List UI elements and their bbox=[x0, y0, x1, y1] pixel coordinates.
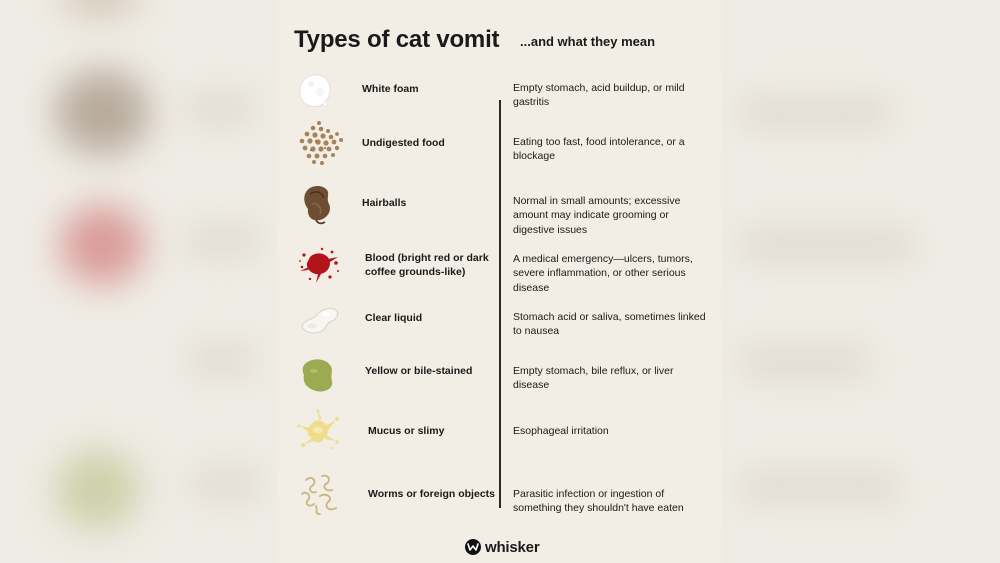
vomit-type-label: Mucus or slimy bbox=[368, 425, 445, 437]
background-blur-bar bbox=[740, 345, 870, 379]
background-blur-bar bbox=[740, 228, 915, 262]
vomit-type-label: Blood (bright red or dark coffee grounds-like) bbox=[365, 252, 489, 278]
background-blur-bar bbox=[190, 343, 255, 377]
background-blur-bar bbox=[185, 92, 255, 126]
brand-name: whisker bbox=[485, 538, 540, 556]
background-blur-brown bbox=[55, 70, 150, 155]
vomit-type-label: Worms or foreign objects bbox=[368, 488, 495, 500]
infographic-panel bbox=[277, 0, 722, 563]
background-blur-top bbox=[60, 0, 140, 15]
background-blur-bar bbox=[740, 470, 900, 504]
vomit-type-description: Esophageal irritation bbox=[513, 425, 609, 437]
background-blur-bar bbox=[190, 467, 260, 501]
background-blur-bar bbox=[185, 224, 260, 258]
brand-footer bbox=[465, 536, 539, 558]
vomit-type-description: Stomach acid or saliva, sometimes linked to nausea bbox=[513, 311, 706, 338]
hairball-icon bbox=[292, 182, 348, 230]
background-blur-red bbox=[60, 205, 145, 285]
vomit-type-description: Empty stomach, acid buildup, or mild gastritis bbox=[513, 82, 685, 109]
blood-splatter-icon bbox=[292, 243, 348, 291]
vomit-type-description: Parasitic infection or ingestion of something they shouldn't have eaten bbox=[513, 488, 684, 515]
clear-liquid-icon bbox=[292, 300, 348, 348]
vomit-type-description: Eating too fast, food intolerance, or a blockage bbox=[513, 136, 685, 163]
page-subtitle: ...and what they mean bbox=[520, 34, 656, 49]
vomit-type-label: White foam bbox=[362, 83, 419, 95]
column-divider bbox=[499, 100, 501, 508]
white-foam-icon bbox=[292, 70, 348, 118]
vomit-type-label: Clear liquid bbox=[365, 312, 423, 324]
background-blur-bar bbox=[740, 96, 890, 130]
vomit-type-label: Undigested food bbox=[362, 137, 445, 149]
background-blur-green bbox=[55, 450, 140, 530]
bile-puddle-icon bbox=[292, 353, 348, 401]
vomit-type-description: A medical emergency—ulcers, tumors, severe inflammation, or other serious disease bbox=[513, 253, 693, 294]
vomit-type-description: Empty stomach, bile reflux, or liver disease bbox=[513, 365, 674, 392]
page-title: Types of cat vomit bbox=[294, 26, 500, 53]
kibble-icon bbox=[292, 120, 348, 168]
worms-icon bbox=[292, 470, 348, 518]
vomit-type-label: Yellow or bile-stained bbox=[365, 365, 473, 377]
vomit-type-description: Normal in small amounts; excessive amount may indicate grooming or digestive issues bbox=[513, 195, 681, 236]
mucus-splash-icon bbox=[292, 408, 348, 456]
vomit-type-label: Hairballs bbox=[362, 197, 407, 209]
whisker-logo-icon bbox=[465, 539, 481, 555]
